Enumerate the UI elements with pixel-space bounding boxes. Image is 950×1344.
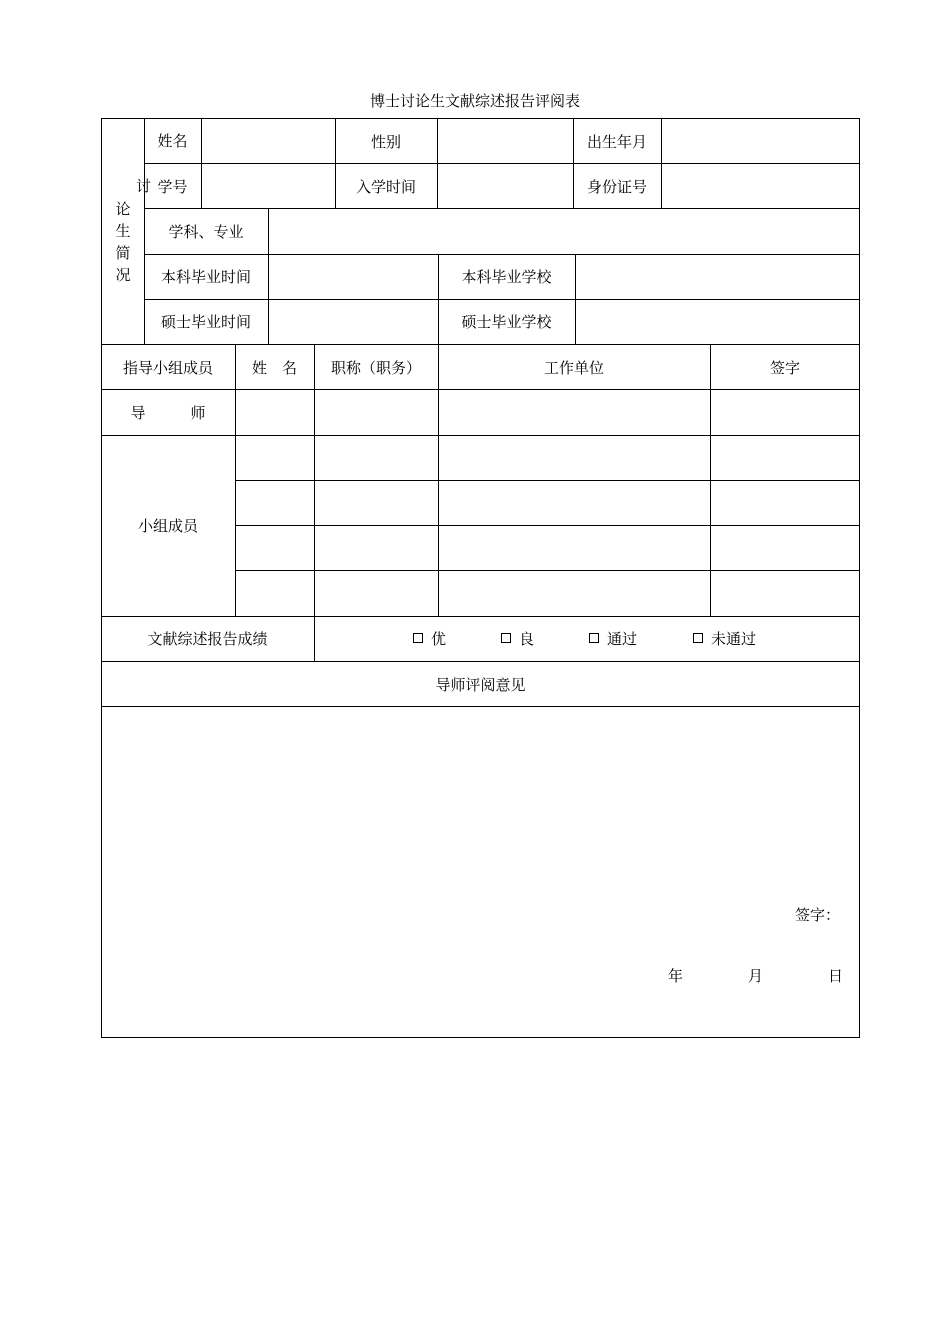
opinion-header: 导师评阅意见: [435, 676, 526, 694]
date-day-label: 日: [828, 967, 844, 985]
member-row[interactable]: [236, 571, 859, 616]
student-id-field[interactable]: [202, 164, 335, 208]
section-label-char: 况: [115, 266, 131, 284]
committee-header-unit: 工作单位: [543, 359, 604, 377]
grade-option-label: 通过: [607, 630, 638, 648]
opinion-text-area[interactable]: [102, 707, 859, 897]
name-field[interactable]: [202, 119, 335, 163]
checkbox-icon: [589, 633, 599, 643]
grade-option-label: 优: [431, 630, 447, 648]
master-time-field[interactable]: [269, 300, 438, 344]
committee-header-title: 职称（职务）: [330, 359, 421, 377]
name-label: 姓名: [157, 132, 188, 150]
supervisor-title-field[interactable]: [315, 390, 438, 435]
date-month-label: 月: [748, 967, 764, 985]
gender-label: 性别: [370, 133, 401, 151]
grade-option-label: 良: [519, 630, 535, 648]
birth-label: 出生年月: [586, 133, 647, 151]
section-label-char: 论: [115, 200, 131, 218]
row-divider: [101, 661, 860, 662]
enroll-field[interactable]: [438, 164, 573, 208]
grade-option-label: 未通过: [711, 630, 757, 648]
birth-field[interactable]: [662, 119, 859, 163]
section-label-top: 讨: [136, 177, 152, 195]
grade-option-excellent[interactable]: [413, 629, 446, 649]
member-row[interactable]: [236, 436, 859, 480]
members-label: 小组成员: [137, 517, 198, 535]
date-year-label: 年: [668, 967, 684, 985]
committee-header-group: 指导小组成员: [122, 359, 213, 377]
row-divider: [101, 616, 860, 617]
major-label: 学科、专业: [168, 223, 244, 241]
gender-field[interactable]: [438, 119, 573, 163]
major-field[interactable]: [269, 209, 859, 254]
signature-label: 签字：: [795, 906, 841, 924]
idcard-field[interactable]: [662, 164, 859, 208]
master-time-label: 硕士毕业时间: [160, 313, 251, 331]
committee-header-name: 姓 名: [251, 359, 297, 377]
supervisor-name-field[interactable]: [236, 390, 314, 435]
grade-label: 文献综述报告成绩: [147, 630, 268, 648]
supervisor-unit-field[interactable]: [439, 390, 710, 435]
master-school-field[interactable]: [576, 300, 859, 344]
grade-option-pass[interactable]: [589, 629, 637, 649]
bachelor-school-field[interactable]: [576, 255, 859, 299]
bachelor-time-field[interactable]: [269, 255, 438, 299]
student-id-label: 学号: [157, 178, 188, 196]
checkbox-icon: [413, 633, 423, 643]
master-school-label: 硕士毕业学校: [461, 313, 552, 331]
committee-header-sign: 签字: [769, 359, 800, 377]
checkbox-icon: [693, 633, 703, 643]
idcard-label: 身份证号: [586, 178, 647, 196]
checkbox-icon: [501, 633, 511, 643]
bachelor-school-label: 本科毕业学校: [461, 268, 552, 286]
grade-option-good[interactable]: [501, 629, 534, 649]
form-title: 博士讨论生文献综述报告评阅表: [369, 92, 580, 110]
enroll-label: 入学时间: [355, 178, 416, 196]
row-divider: [101, 344, 860, 345]
supervisor-sign-field[interactable]: [711, 390, 859, 435]
grade-option-fail[interactable]: [693, 629, 756, 649]
supervisor-label: 导 师: [130, 404, 206, 422]
bachelor-time-label: 本科毕业时间: [160, 268, 251, 286]
section-label-char: 生: [115, 222, 131, 240]
member-row[interactable]: [236, 526, 859, 570]
member-row[interactable]: [236, 481, 859, 525]
section-label-char: 简: [115, 244, 131, 262]
